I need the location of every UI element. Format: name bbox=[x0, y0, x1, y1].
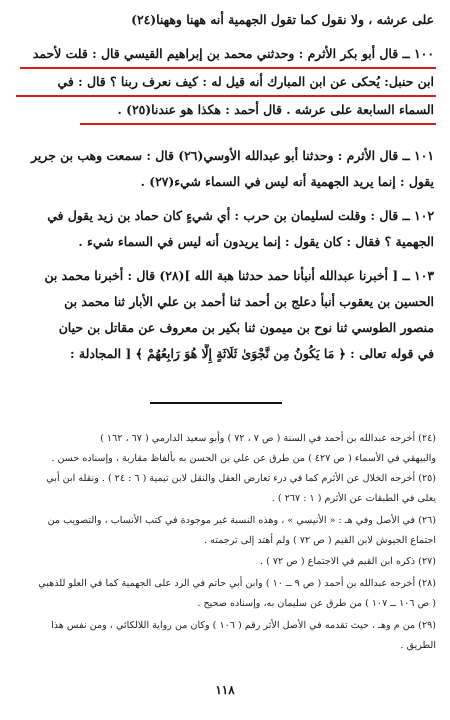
footnote-line: (٢٨) أخرجه عبدالله بن أحمد ( ص ٩ ــ ١٠ ) وابن أبي حاتم في الرد على الجهمية كما في العلو للذهبي bbox=[38, 578, 436, 589]
footnote-line: ( ص ١٠٦ ــ ١٠٧ ) من طرق عن سليمان به، وإسناده صحيح . bbox=[197, 598, 436, 609]
body-line: منصور الطوسي ثنا نوح بن ميمون ثنا بكير بن معروف عن مقاتل بن حيان bbox=[58, 320, 434, 335]
footnote-line: الطريق . bbox=[400, 640, 436, 651]
body-line: ١٠١ ــ قال الأثرم : وحدثنا أبو عبدالله الأوسي(٢٦) قال : سمعت وهب بن جرير bbox=[31, 148, 434, 163]
footnote-divider bbox=[150, 402, 282, 404]
body-line: ١٠٣ ــ [ أخبرنا عبدالله أنبأنا حمد حدثنا هبة الله ](٢٨) قال : أخبرنا محمد بن bbox=[44, 268, 434, 283]
body-line: على عرشه ، ولا نقول كما تقول الجهمية أنه ههنا وههنا(٢٤) bbox=[131, 12, 434, 27]
footnote-line: والبيهقي في الأسماء ( ص ٤٢٧ ) من طرق عن علي بن الحسن به بألفاظ مقاربة ، وإسناده حسن . bbox=[51, 453, 436, 464]
red-underline bbox=[16, 95, 436, 97]
body-line: يقول : إنما يريد الجهمية أنه ليس في السماء شيء(٢٧) . bbox=[140, 174, 434, 189]
footnote-line: (٢٧) ذكره ابن القيم في الاجتماع ( ص ٧٢ ) . bbox=[259, 556, 436, 567]
footnote-line: (٢٥) أخرجه الخلال عن الأثرم كما في درء تعارض العقل والنقل لابن تيمية ( ٦ : ٢٤ ) . ونقله ابن أبي bbox=[46, 473, 436, 484]
body-line: السماء السابعة على عرشه . قال أحمد : هكذا هو عندنا(٢٥) . bbox=[117, 102, 434, 117]
page-number: ١١٨ bbox=[215, 683, 235, 697]
body-line: الحسين بن يعقوب أنبأ دعلج بن أحمد ثنا أحمد بن علي الأبار ثنا محمد بن bbox=[64, 294, 434, 309]
red-underline bbox=[80, 123, 436, 125]
footnote-line: (٢٦) في الأصل وفي هـ : « الأنيسي » ، وهذه النسبة غير موجودة في كتب الأنساب ، والتصويب من bbox=[47, 515, 436, 526]
body-line: ١٠٠ ــ قال أبو بكر الأثرم : وحدثني محمد بن إبراهيم القيسي قال : قلت لأحمد bbox=[32, 46, 434, 61]
footnote-line: (٢٤) أخرجه عبدالله بن أحمد في السنة ( ص ٧ ، ٧٢ ) وأبو سعيد الدارمي ( ٦٧ ، ١٦٢ ) bbox=[100, 433, 436, 444]
body-line: ١٠٢ ــ قال : وقلت لسليمان بن حرب : أي شيءٍ كان حماد بن زيد يقول في bbox=[47, 208, 434, 223]
body-line: ابن حنبل: يُحكى عن ابن المبارك أنه قيل له : كيف نعرف ربنا ؟ قال : في bbox=[57, 74, 434, 89]
body-line: الجهمية ؟ فقال : كان يقول : إنما يريدون أنه ليس في السماء شيء . bbox=[78, 234, 434, 249]
footnote-line: اجتماع الجيوش لابن القيم ( ص ٧٢ ) ولم أهتد إلى ترجمته . bbox=[204, 535, 436, 546]
footnote-line: (٢٩) من م وهـ ، حيث تقدمه في الأصل الأثر رقم ( ١٠٦ ) وكان من رواية اللالكائي ، ومن نفس هذا bbox=[51, 620, 436, 631]
red-underline bbox=[20, 67, 436, 69]
body-line: في قوله تعالى : ﴿ مَا يَكُونُ مِن نَّجْوَىٰ ثَلَاثَةٍ إِلَّا هُوَ رَابِعُهُمْ ﴾ [ المجادلة : bbox=[70, 346, 434, 361]
footnote-line: يعلى في الطبقات عن الأثرم ( ١ : ٢٦٧ ) . bbox=[271, 493, 436, 504]
